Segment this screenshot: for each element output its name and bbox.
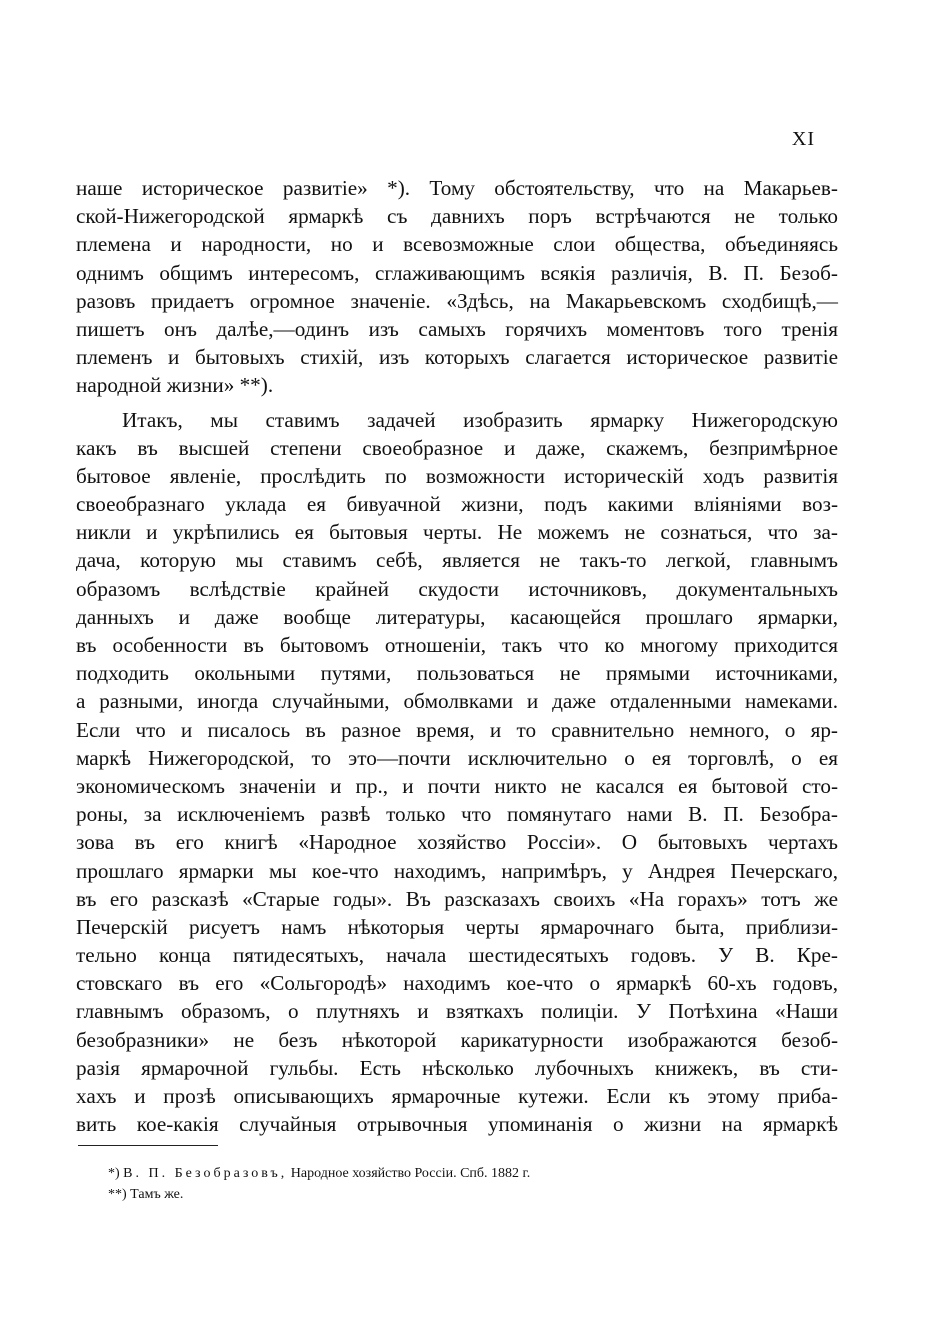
footnote-2 bbox=[108, 1184, 530, 1205]
text-line: а разными, иногда случайными, обмолвками и даже отдаленными намеками. bbox=[76, 689, 838, 714]
text-line: стовскаго въ его «Сольгородѣ» находимъ кое-что о ярмаркѣ 60-хъ годовъ, bbox=[76, 971, 838, 996]
footnote-text: Тамъ же. bbox=[130, 1187, 184, 1202]
footnote-author: В. П. Безобразовъ, bbox=[123, 1166, 288, 1181]
text-line: зова въ его книгѣ «Народное хозяйство Россіи». О бытовыхъ чертахъ bbox=[76, 830, 838, 855]
text-line: главнымъ образомъ, о плутняхъ и взяткахъ полиціи. У Потѣхина «Наши bbox=[76, 999, 838, 1024]
text-line: племена и народности, но и всевозможные слои общества, объединяясь bbox=[76, 232, 838, 257]
footnote-marker: **) bbox=[108, 1187, 127, 1202]
body-text bbox=[76, 174, 838, 1138]
text-line: какъ въ высшей степени своеобразное и даже, скажемъ, безпримѣрное bbox=[76, 435, 838, 460]
text-line: ской-Нижегородской ярмаркѣ съ давнихъ поръ встрѣчаются не только bbox=[76, 204, 838, 229]
text-line: дача, которую мы ставимъ себѣ, является не такъ-то легкой, главнымъ bbox=[76, 548, 838, 573]
text-line: хахъ и прозѣ описывающихъ ярмарочные кутежи. Если къ этому приба- bbox=[76, 1084, 838, 1108]
footnote-text: Народное хозяйство Россіи. Спб. 1882 г. bbox=[290, 1166, 531, 1181]
paragraph-2 bbox=[76, 406, 838, 1139]
text-line: Итакъ, мы ставимъ задачей изобразить ярмарку Нижегородскую bbox=[122, 407, 838, 432]
text-line: маркѣ Нижегородской, то это—почти исключительно о ея торговлѣ, о ея bbox=[76, 745, 838, 770]
footnotes bbox=[108, 1163, 530, 1205]
text-line: тельно конца пятидесятыхъ, начала шестидесятыхъ годовъ. У В. Кре- bbox=[76, 943, 838, 968]
text-line: Печерскій рисуетъ намъ нѣкоторыя черты ярмарочнаго быта, приблизи- bbox=[76, 914, 838, 939]
text-line: безобразники» не безъ нѣкоторой карикатурности изображаются безоб- bbox=[76, 1027, 838, 1052]
text-line: вить кое-какія случайныя отрывочныя упоминанія о жизни на ярмаркѣ bbox=[76, 1112, 838, 1137]
text-line: однимъ общимъ интересомъ, сглаживающимъ всякія различія, В. П. Безоб- bbox=[76, 260, 838, 285]
text-line: племенъ и бытовыхъ стихій, изъ которыхъ слагается историческое развитіе bbox=[76, 345, 838, 370]
text-line: данныхъ и даже вообще литературы, касающейся прошлаго ярмарки, bbox=[76, 604, 838, 629]
text-line: образомъ вслѣдствіе крайней скудости источниковъ, документальныхъ bbox=[76, 576, 838, 601]
text-line: подходить окольными путями, пользоваться не прямыми источниками, bbox=[76, 661, 838, 686]
footnote-1 bbox=[108, 1163, 530, 1184]
footnote-divider bbox=[78, 1145, 218, 1146]
text-line: своеобразнаго уклада ея бивуачной жизни, подъ какими вліяніями воз- bbox=[76, 492, 838, 517]
text-line: экономическомъ значеніи и пр., и почти никто не касался ея бытовой сто- bbox=[76, 773, 838, 798]
text-line: народной жизни» **). bbox=[76, 373, 274, 398]
text-line: бытовое явленіе, прослѣдить по возможности историческій ходъ развитія bbox=[76, 463, 838, 488]
text-line: въ его разсказѣ «Старые годы». Въ разсказахъ своихъ «На горахъ» тотъ же bbox=[76, 886, 838, 911]
footnote-marker: *) bbox=[108, 1166, 120, 1181]
text-line: Если что и писалось въ разное время, и то сравнительно немного, о яр- bbox=[76, 717, 838, 742]
text-line: разія ярмарочной гульбы. Есть нѣсколько лубочныхъ книжекъ, въ сти- bbox=[76, 1055, 838, 1080]
text-line: прошлаго ярмарки мы кое-что находимъ, напримѣръ, у Андрея Печерскаго, bbox=[76, 858, 838, 883]
text-line: роны, за исключеніемъ развѣ только что помянутаго нами В. П. Безобра- bbox=[76, 802, 838, 827]
text-line: въ особенности въ бытовомъ отношеніи, такъ что ко многому приходится bbox=[76, 633, 838, 657]
text-line: разовъ придаетъ огромное значеніе. «Здѣсь, на Макарьевскомъ сходбищѣ,— bbox=[76, 288, 838, 313]
page-number: XI bbox=[791, 128, 815, 150]
text-line: пишетъ онъ далѣе,—одинъ изъ самыхъ горячихъ моментовъ того тренія bbox=[76, 316, 838, 341]
text-line: наше историческое развитіе» *). Тому обстоятельству, что на Макарьев- bbox=[76, 176, 838, 200]
paragraph-1 bbox=[76, 174, 838, 400]
text-line: никли и укрѣпились ея бытовыя черты. Не можемъ не сознаться, что за- bbox=[76, 520, 838, 545]
